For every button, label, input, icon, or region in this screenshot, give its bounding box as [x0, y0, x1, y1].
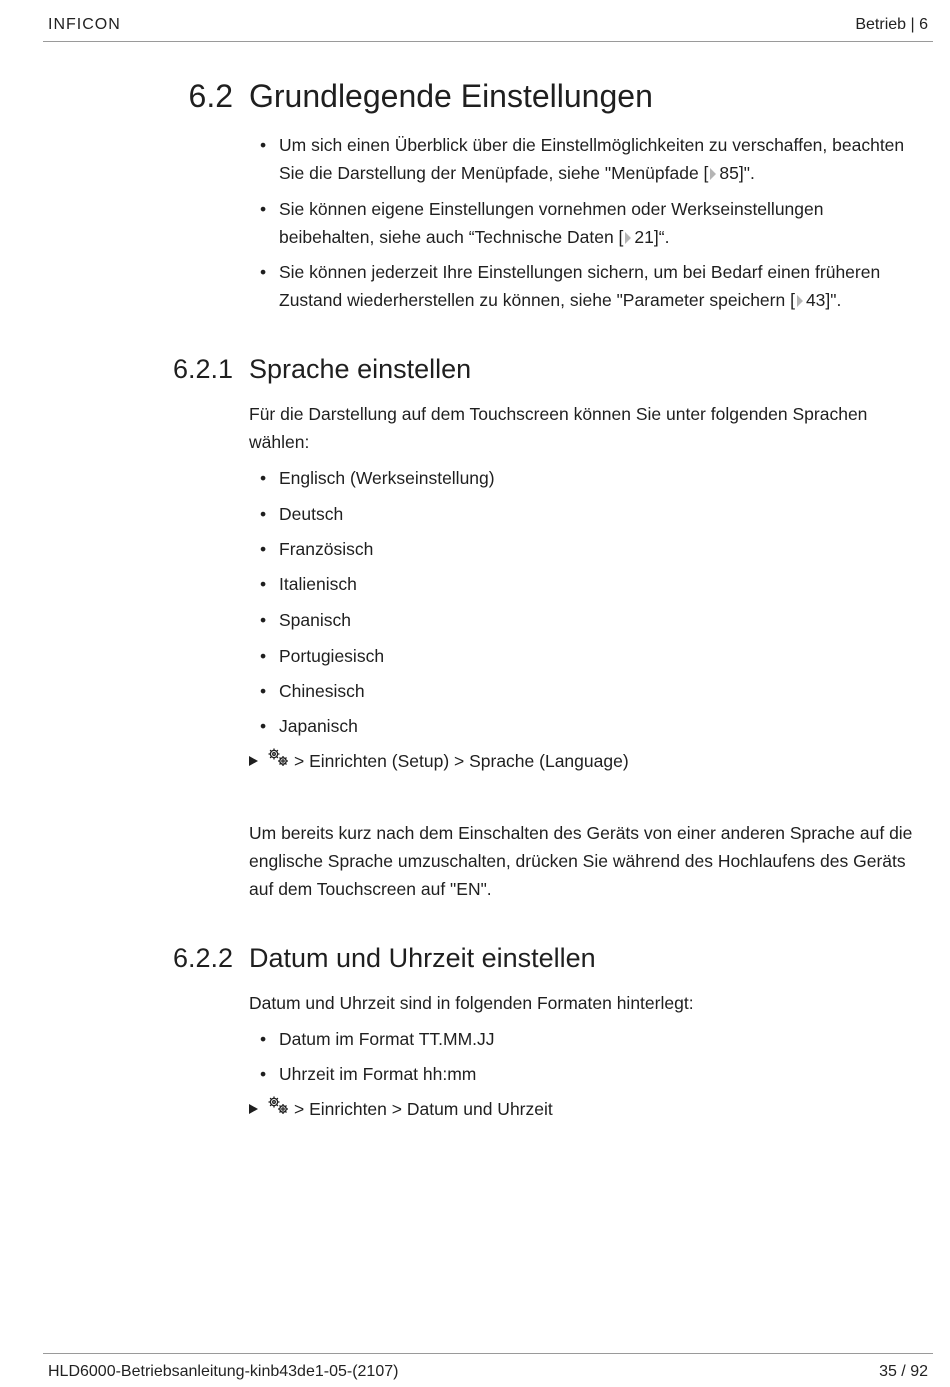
settings-gear-icon	[266, 1095, 290, 1117]
subsection-heading	[0, 354, 950, 388]
paragraph: Datum und Uhrzeit sind in folgenden Formaten hinterlegt:	[249, 993, 694, 1013]
subsection-title: Datum und Uhrzeit einstellen	[249, 943, 596, 973]
footer-document-id: HLD6000-Betriebsanleitung-kinb43de1-05-(2107)	[48, 1363, 399, 1380]
list-item: • Um sich einen Überblick über die Einstellmöglichkeiten zu verschaffen, beachten Sie die Darstellung der Menüpfade, siehe "Menüpfade [ 85]".	[260, 135, 905, 183]
step-menu-path: > Einrichten > Datum und Uhrzeit	[294, 1099, 553, 1119]
instruction-step	[249, 747, 929, 775]
list-item: • Portugiesisch	[260, 646, 385, 666]
header-chapter: Betrieb | 6	[855, 16, 928, 33]
list-item: • Deutsch	[260, 504, 344, 524]
section-number: 6.2	[188, 78, 233, 114]
page-footer	[43, 1353, 933, 1384]
list-item: • Japanisch	[260, 716, 358, 736]
list-item: • Datum im Format TT.MM.JJ	[260, 1029, 495, 1049]
page-ref-arrow-icon	[710, 168, 716, 180]
instruction-step	[249, 1095, 929, 1123]
page-ref-arrow-icon	[625, 232, 631, 244]
subsection-number: 6.2.1	[172, 354, 233, 384]
step-arrow-icon	[249, 1104, 258, 1114]
page-reference-link[interactable]: 43	[805, 290, 826, 310]
list-item: • Uhrzeit im Format hh:mm	[260, 1064, 477, 1084]
list-item: • Sie können jederzeit Ihre Einstellungen sichern, um bei Bedarf einen früheren Zustand wiederherstellen zu können, siehe "Parameter speichern [ 43]".	[260, 262, 881, 310]
page-ref-arrow-icon	[797, 295, 803, 307]
subsection-heading	[0, 943, 950, 977]
paragraph: Um bereits kurz nach dem Einschalten des Geräts von einer anderen Sprache auf die englische Sprache umzuschalten, drücken Sie während des Hochlaufens des Geräts auf dem Touchscreen auf "EN".	[249, 823, 913, 899]
subsection-number: 6.2.2	[172, 943, 233, 973]
step-menu-path: > Einrichten (Setup) > Sprache (Language)	[294, 751, 629, 771]
list-item: • Französisch	[260, 539, 374, 559]
list-item: • Spanisch	[260, 610, 351, 630]
page-header	[43, 12, 933, 42]
header-brand: INFICON	[48, 16, 121, 33]
list-item: • Italienisch	[260, 574, 357, 594]
footer-page-number: 35 / 92	[879, 1363, 928, 1380]
paragraph: Für die Darstellung auf dem Touchscreen können Sie unter folgenden Sprachen wählen:	[249, 404, 868, 452]
list-item: • Englisch (Werkseinstellung)	[260, 468, 495, 488]
settings-gear-icon	[266, 747, 290, 769]
section-title: Grundlegende Einstellungen	[249, 78, 653, 114]
list-item: • Sie können eigene Einstellungen vornehmen oder Werkseinstellungen beibehalten, siehe auch “Technische Daten [ 21]“.	[260, 199, 824, 247]
page-reference-link[interactable]: 21	[634, 227, 654, 247]
subsection-title: Sprache einstellen	[249, 354, 472, 384]
page-reference-link[interactable]: 85	[719, 163, 739, 183]
step-arrow-icon	[249, 756, 258, 766]
section-heading	[0, 78, 950, 118]
list-item: • Chinesisch	[260, 681, 365, 701]
